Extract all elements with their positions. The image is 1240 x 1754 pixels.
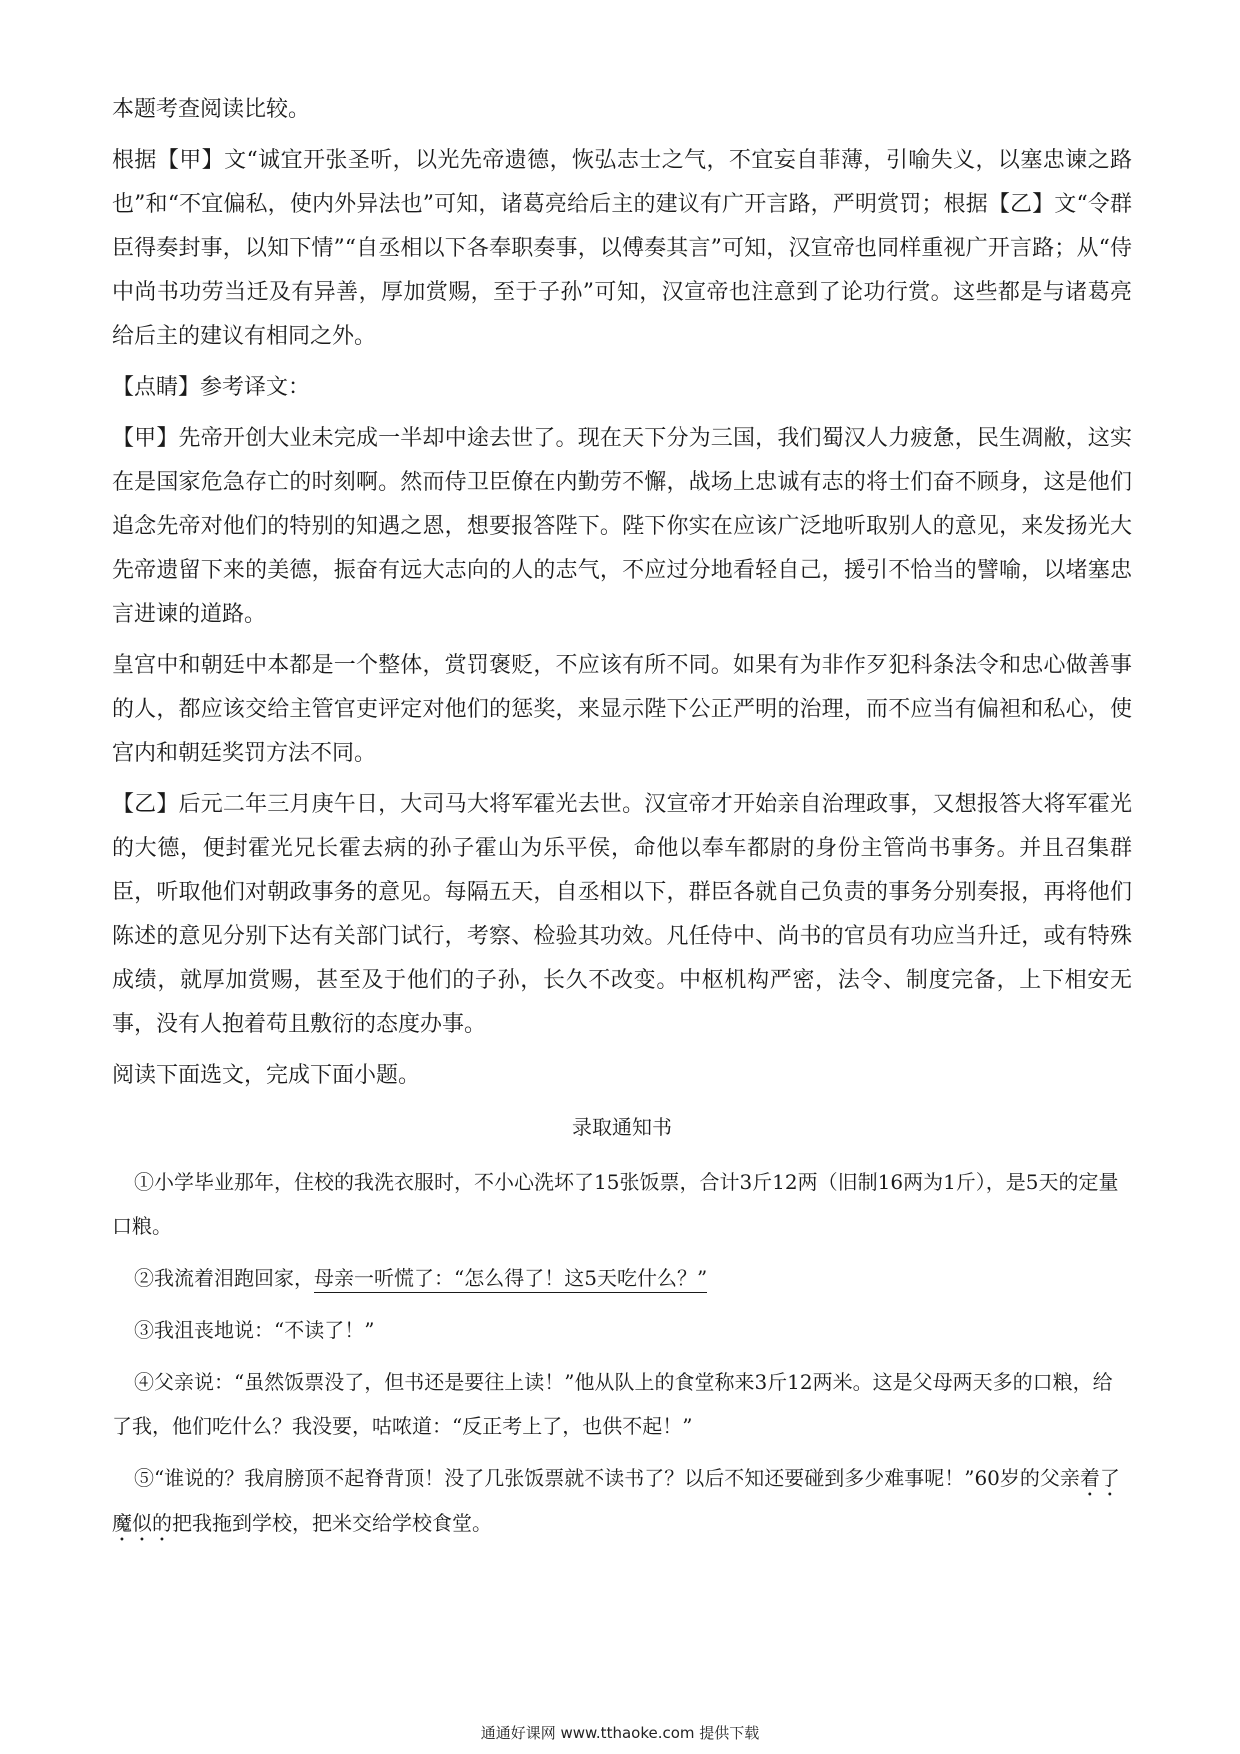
translation-jia-2: 皇宫中和朝廷中本都是一个整体，赏罚褒贬，不应该有所不同。如果有为非作歹犯科条法令和忠心做善事的人，都应该交给主管官吏评定对他们的惩奖，来显示陛下公正严明的治理，而不应当有偏袒和私心，使宫内和朝廷奖罚方法不同。 — [112, 653, 1132, 766]
story-paragraph-5 — [112, 1456, 1132, 1546]
translation-jia-1: 【甲】先帝开创大业未完成一半却中途去世了。现在天下分为三国，我们蜀汉人力疲惫，民生凋敝，这实在是国家危急存亡的时刻啊。然而侍卫臣僚在内勤劳不懈，战场上忠诚有志的将士们奋不顾身，这是他们追念先帝对他们的特别的知遇之恩，想要报答陛下。陛下你实在应该广泛地听取别人的意见，来发扬光大先帝遗留下来的美德，振奋有远大志向的人的志气，不应过分地看轻自己，援引不恰当的譬喻，以堵塞忠言进谏的道路。 — [112, 426, 1132, 627]
emphasized-phrase: 着了魔似的 — [112, 1466, 1120, 1535]
reading-instruction: 阅读下面选文，完成下面小题。 — [112, 1063, 421, 1088]
story-paragraph-2-start: ②我流着泪跑回家， — [134, 1266, 314, 1290]
document-page — [112, 88, 1132, 1554]
story-paragraph-3: ③我沮丧地说：“不读了！” — [134, 1318, 375, 1342]
story-paragraph-5-start: ⑤“谁说的？我肩膀顶不起脊背顶！没了几张饭票就不读书了？以后不知还要碰到多少难事呢！”60岁的父亲 — [134, 1466, 1080, 1490]
story-paragraph-2 — [112, 1256, 1132, 1300]
story-paragraph-5-end: 把我拖到学校，把米交给学校食堂。 — [172, 1511, 492, 1535]
story-paragraph-1: ①小学毕业那年，住校的我洗衣服时，不小心洗坏了15张饭票，合计3斤12两（旧制16两为1斤），是5天的定量口粮。 — [112, 1170, 1119, 1238]
story-title: 录取通知书 — [572, 1115, 672, 1139]
translation-yi: 【乙】后元二年三月庚午日，大司马大将军霍光去世。汉宣帝才开始亲自治理政事，又想报答大将军霍光的大德，便封霍光兄长霍去病的孙子霍山为乐平侯，命他以奉车都尉的身份主管尚书事务。并且召集群臣，听取他们对朝政事务的意见。每隔五天，自丞相以下，群臣各就自己负责的事务分别奏报，再将他们陈述的意见分别下达有关部门试行，考察、检验其功效。凡任侍中、尚书的官员有功应当升迁，或有特殊成绩，就厚加赏赐，甚至及于他们的子孙，长久不改变。中枢机构严密，法令、制度完备，上下相安无事，没有人抱着苟且敷衍的态度办事。 — [112, 792, 1132, 1037]
translation-heading: 【点睛】参考译文： — [112, 375, 311, 400]
analysis-body: 根据【甲】文“诚宜开张圣听，以光先帝遗德，恢弘志士之气，不宜妄自菲薄，引喻失义，以塞忠谏之路也”和“不宜偏私，使内外异法也”可知，诸葛亮给后主的建议有广开言路，严明赏罚；根据【乙】文“令群臣得奏封事，以知下情”“自丞相以下各奉职奏事，以傅奏其言”可知，汉宣帝也同样重视广开言路；从“侍中尚书功劳当迁及有异善，厚加赏赐，至于子孙”可知，汉宣帝也注意到了论功行赏。这些都是与诸葛亮给后主的建议有相同之外。 — [112, 148, 1132, 349]
page-footer: 通通好课网 www.tthaoke.com 提供下载 — [480, 1724, 760, 1742]
analysis-intro: 本题考查阅读比较。 — [112, 97, 311, 122]
underlined-sentence: 母亲一听慌了：“怎么得了！这5天吃什么？” — [314, 1266, 707, 1293]
story-paragraph-4: ④父亲说：“虽然饭票没了，但书还是要往上读！”他从队上的食堂称来3斤12两米。这是父母两天多的口粮，给了我，他们吃什么？我没要，咕哝道：“反正考上了，也供不起！” — [112, 1370, 1113, 1438]
